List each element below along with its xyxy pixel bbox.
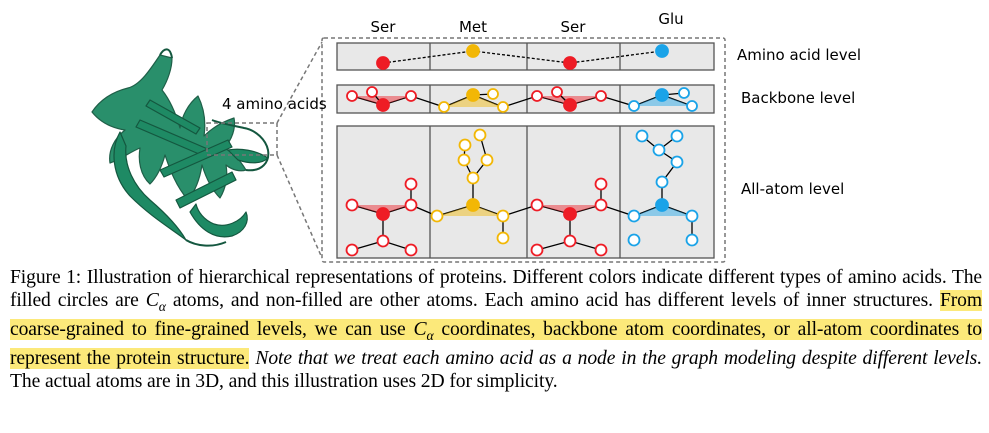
backbone-atom — [552, 87, 562, 97]
atom — [347, 245, 358, 256]
residue-label-2: Met — [458, 18, 488, 36]
atom — [687, 235, 698, 246]
atom — [459, 155, 470, 166]
atom — [468, 173, 479, 184]
backbone-atom — [679, 88, 689, 98]
atom — [498, 233, 509, 244]
backbone-atom — [439, 102, 449, 112]
atom — [637, 131, 648, 142]
caption-highlight-1: From coarse-grained to fine-grained levels, we can use — [10, 290, 982, 340]
calpha-symbol-highlight: $C_\alpha$ — [413, 318, 434, 343]
inset-label: 4 amino acids — [222, 95, 327, 113]
backbone-atom — [367, 87, 377, 97]
atom — [482, 155, 493, 166]
atom — [654, 145, 665, 156]
calpha-atom — [467, 199, 479, 211]
backbone-atom — [532, 91, 542, 101]
backbone-atom — [498, 102, 508, 112]
level-label-all-atom: All-atom level — [741, 180, 845, 198]
atom — [406, 245, 417, 256]
atom — [406, 179, 417, 190]
atom — [596, 200, 607, 211]
level-label-amino-acid: Amino acid level — [737, 46, 862, 64]
caption-italic-note: Note that we treat each amino acid as a node in the graph modeling despite different levels. — [255, 347, 982, 369]
calpha-atom — [377, 57, 389, 69]
atom — [460, 140, 471, 151]
residue-label-1: Ser — [370, 18, 396, 36]
calpha-atom — [656, 89, 668, 101]
calpha-atom — [467, 45, 479, 57]
caption-highlight-2: coordinates, backbone atom coordinates, or all-atom coordinates to represent the protein structure. — [10, 318, 982, 369]
atom — [629, 211, 640, 222]
atom — [532, 245, 543, 256]
calpha-atom — [377, 99, 389, 111]
atom — [672, 131, 683, 142]
calpha-atom — [467, 89, 479, 101]
calpha-atom — [656, 45, 668, 57]
backbone-atom — [347, 91, 357, 101]
calpha-atom — [564, 99, 576, 111]
atom — [672, 157, 683, 168]
calpha-atom — [564, 57, 576, 69]
calpha-atom — [656, 199, 668, 211]
atom — [687, 211, 698, 222]
protein-ribbon-image — [92, 55, 268, 240]
atom — [347, 200, 358, 211]
calpha-atom — [377, 208, 389, 220]
atom — [596, 245, 607, 256]
atom — [432, 211, 443, 222]
backbone-atom — [687, 101, 697, 111]
level-label-backbone: Backbone level — [741, 89, 856, 107]
atom — [378, 236, 389, 247]
caption-text-3: The actual atoms are in 3D, and this illustration uses 2D for simplicity. — [10, 370, 558, 392]
caption-label: Figure 1: — [10, 267, 82, 288]
atom — [406, 200, 417, 211]
atom — [498, 211, 509, 222]
atom — [565, 236, 576, 247]
residue-label-4: Glu — [658, 10, 684, 28]
calpha-atom — [564, 208, 576, 220]
atom — [475, 130, 486, 141]
caption-text-1: Illustration of hierarchical representations of proteins. Different colors indicate different types of amino acids. The filled circles are — [10, 267, 982, 311]
calpha-symbol: $C_\alpha$ — [145, 290, 166, 314]
backbone-atom — [596, 91, 606, 101]
backbone-atom — [629, 101, 639, 111]
backbone-atom — [488, 89, 498, 99]
backbone-atom — [406, 91, 416, 101]
atom — [532, 200, 543, 211]
atom — [629, 235, 640, 246]
residue-label-3: Ser — [560, 18, 586, 36]
figure-caption — [10, 266, 982, 393]
atom — [596, 179, 607, 190]
caption-text-2: atoms, and non-filled are other atoms. Each amino acid has different levels of inner structures. — [165, 290, 940, 311]
atom — [657, 177, 668, 188]
